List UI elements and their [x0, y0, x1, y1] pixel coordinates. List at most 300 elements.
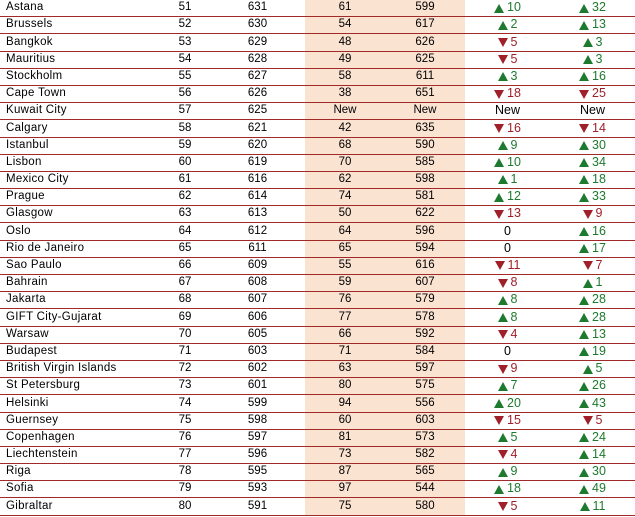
rating-change-value: 16: [592, 68, 606, 83]
current-rank: 51: [178, 1, 192, 14]
current-rating: 628: [247, 52, 268, 65]
rating-change-value: 3: [595, 51, 603, 66]
city-name: Budapest: [6, 344, 57, 357]
previous-rank: 54: [305, 17, 385, 33]
rank-change-value: 10: [507, 154, 521, 169]
rating-change: [550, 172, 635, 188]
rating-change-value: 9: [595, 206, 603, 221]
rating-change: [550, 498, 635, 514]
table-row: [0, 206, 635, 223]
current-rating: 595: [247, 465, 268, 478]
rank-change-value: 9: [510, 137, 518, 152]
city-name: Kuwait City: [6, 104, 67, 117]
rating-change-value: 19: [592, 343, 606, 358]
city-name: Copenhagen: [6, 430, 75, 443]
triangle-down-icon: [495, 261, 505, 270]
previous-rating: 578: [385, 309, 465, 325]
city-name: Oslo: [6, 224, 31, 237]
rank-change-value: 1: [510, 172, 518, 187]
current-rank: 52: [178, 18, 192, 31]
rating-change-value: 25: [592, 86, 606, 101]
current-rating: 614: [247, 190, 268, 203]
previous-rating: 611: [385, 69, 465, 85]
rank-change: [465, 481, 550, 497]
city-name: Calgary: [6, 121, 48, 134]
city-name: GIFT City-Gujarat: [6, 310, 102, 323]
rating-change-value: 26: [592, 378, 606, 393]
current-rank: 54: [178, 52, 192, 65]
rank-change-value: 10: [507, 0, 521, 15]
triangle-up-icon: [579, 244, 589, 253]
previous-rank: 97: [305, 481, 385, 497]
previous-rating: 626: [385, 34, 465, 50]
triangle-up-icon: [494, 485, 504, 494]
rating-change-value: 34: [592, 154, 606, 169]
rank-change: [465, 413, 550, 429]
table-row: [0, 138, 635, 155]
rating-change: [550, 155, 635, 171]
current-rank: 64: [178, 224, 192, 237]
rating-change-value: 11: [592, 498, 606, 513]
previous-rating: 616: [385, 258, 465, 274]
rank-change: [465, 189, 550, 205]
rank-change: [465, 0, 550, 16]
rank-change-value: 13: [507, 206, 521, 221]
triangle-down-icon: [498, 450, 508, 459]
previous-rank: 77: [305, 309, 385, 325]
triangle-down-icon: [583, 416, 593, 425]
triangle-down-icon: [579, 124, 589, 133]
table-row: [0, 34, 635, 51]
current-rating: 629: [247, 35, 268, 48]
current-rank: 59: [178, 138, 192, 151]
previous-rank: 64: [305, 223, 385, 239]
triangle-down-icon: [498, 55, 508, 64]
rank-change-value: 8: [510, 275, 518, 290]
triangle-up-icon: [494, 4, 504, 13]
triangle-up-icon: [579, 21, 589, 30]
previous-rating: 597: [385, 361, 465, 377]
current-rating: 603: [247, 344, 268, 357]
city-name: Warsaw: [6, 327, 49, 340]
triangle-up-icon: [498, 433, 508, 442]
current-rating: 591: [247, 499, 268, 512]
rating-change: [550, 206, 635, 222]
table-row: [0, 464, 635, 481]
rank-change-value: 11: [507, 258, 521, 273]
triangle-up-icon: [498, 382, 508, 391]
rating-change: [550, 481, 635, 497]
triangle-up-icon: [498, 313, 508, 322]
triangle-up-icon: [579, 468, 589, 477]
triangle-down-icon: [494, 124, 504, 133]
previous-rating: 607: [385, 275, 465, 291]
current-rank: 56: [178, 87, 192, 100]
rank-change-value: 4: [510, 326, 518, 341]
current-rating: 612: [247, 224, 268, 237]
rank-change: [465, 309, 550, 325]
previous-rank: 74: [305, 189, 385, 205]
current-rank: 71: [178, 344, 192, 357]
rating-change-value: 33: [592, 189, 606, 204]
rank-change-value: 9: [510, 464, 518, 479]
current-rating: 602: [247, 362, 268, 375]
table-row: [0, 69, 635, 86]
previous-rating: 584: [385, 344, 465, 360]
city-name: Mexico City: [6, 173, 69, 186]
city-name: Brussels: [6, 18, 53, 31]
rating-change: [550, 138, 635, 154]
previous-rating: 590: [385, 138, 465, 154]
rating-change-value: 32: [592, 0, 606, 15]
city-name: Prague: [6, 190, 45, 203]
table-row: [0, 292, 635, 309]
rank-change: [465, 430, 550, 446]
rank-change: [465, 52, 550, 68]
triangle-down-icon: [579, 90, 589, 99]
rank-change-value: 0: [504, 343, 511, 358]
table-row: [0, 327, 635, 344]
current-rating: 625: [247, 104, 268, 117]
rating-change-value: 28: [592, 309, 606, 324]
triangle-up-icon: [579, 296, 589, 305]
rank-change-value: 12: [507, 189, 521, 204]
rating-change-value: 18: [592, 172, 606, 187]
rank-change-value: 0: [504, 223, 511, 238]
previous-rank: 87: [305, 464, 385, 480]
rank-change-value: 8: [510, 309, 518, 324]
previous-rating: 592: [385, 327, 465, 343]
previous-rank: 50: [305, 206, 385, 222]
rating-change-value: 5: [595, 412, 603, 427]
rank-change-value: 20: [507, 395, 521, 410]
table-row: [0, 309, 635, 326]
triangle-up-icon: [498, 21, 508, 30]
rating-change-value: 24: [592, 429, 606, 444]
rating-change: [550, 52, 635, 68]
table-row: [0, 155, 635, 172]
previous-rank: 49: [305, 52, 385, 68]
current-rank: 65: [178, 241, 192, 254]
rating-change: [550, 223, 635, 239]
previous-rank: 59: [305, 275, 385, 291]
rank-change: [465, 292, 550, 308]
current-rating: 598: [247, 413, 268, 426]
current-rank: 66: [178, 259, 192, 272]
rating-change: [550, 103, 635, 119]
previous-rank: 65: [305, 241, 385, 257]
previous-rank: 80: [305, 378, 385, 394]
city-name: Jakarta: [6, 293, 46, 306]
rating-change-value: New: [579, 103, 605, 118]
rank-change: [465, 464, 550, 480]
table-row: [0, 189, 635, 206]
triangle-down-icon: [498, 365, 508, 374]
current-rank: 55: [178, 69, 192, 82]
previous-rating: 573: [385, 430, 465, 446]
triangle-up-icon: [494, 193, 504, 202]
triangle-down-icon: [498, 330, 508, 339]
triangle-up-icon: [579, 227, 589, 236]
table-row: [0, 378, 635, 395]
triangle-up-icon: [583, 365, 593, 374]
previous-rating: 580: [385, 498, 465, 514]
previous-rank: 38: [305, 86, 385, 102]
previous-rating: 603: [385, 413, 465, 429]
table-row: [0, 17, 635, 34]
previous-rating: New: [385, 103, 465, 119]
previous-rank: 60: [305, 413, 385, 429]
rating-change: [550, 344, 635, 360]
triangle-down-icon: [494, 416, 504, 425]
rating-change-value: 43: [592, 395, 606, 410]
current-rank: 61: [178, 173, 192, 186]
current-rating: 613: [247, 207, 268, 220]
rank-change-value: 5: [510, 498, 518, 513]
previous-rating: 596: [385, 223, 465, 239]
rank-change: [465, 275, 550, 291]
rating-change: [550, 86, 635, 102]
rank-change-value: 18: [507, 86, 521, 101]
current-rank: 77: [178, 448, 192, 461]
rating-change-value: 7: [595, 258, 603, 273]
current-rank: 74: [178, 396, 192, 409]
previous-rank: 68: [305, 138, 385, 154]
triangle-down-icon: [498, 38, 508, 47]
previous-rank: 58: [305, 69, 385, 85]
city-name: Istanbul: [6, 138, 49, 151]
previous-rating: 599: [385, 0, 465, 16]
rank-change: [465, 223, 550, 239]
table-row: [0, 275, 635, 292]
city-name: Riga: [6, 465, 31, 478]
previous-rank: 55: [305, 258, 385, 274]
current-rating: 611: [248, 241, 267, 254]
rating-change: [550, 327, 635, 343]
table-row: [0, 0, 635, 17]
previous-rank: 75: [305, 498, 385, 514]
current-rating: 593: [247, 482, 268, 495]
rating-change: [550, 430, 635, 446]
current-rating: 626: [247, 87, 268, 100]
rank-change: [465, 86, 550, 102]
rating-change: [550, 413, 635, 429]
rank-change: [465, 172, 550, 188]
table-row: [0, 241, 635, 258]
triangle-down-icon: [494, 90, 504, 99]
previous-rating: 622: [385, 206, 465, 222]
current-rating: 627: [247, 69, 268, 82]
table-row: [0, 395, 635, 412]
previous-rating: 582: [385, 447, 465, 463]
previous-rank: 73: [305, 447, 385, 463]
triangle-up-icon: [579, 158, 589, 167]
triangle-up-icon: [498, 468, 508, 477]
previous-rank: 70: [305, 155, 385, 171]
previous-rank: 63: [305, 361, 385, 377]
previous-rating: 598: [385, 172, 465, 188]
triangle-up-icon: [579, 330, 589, 339]
rank-change: [465, 241, 550, 257]
rating-change: [550, 120, 635, 136]
table-row: [0, 52, 635, 69]
previous-rating: 651: [385, 86, 465, 102]
triangle-down-icon: [583, 210, 593, 219]
rank-change-value: 9: [510, 361, 518, 376]
triangle-up-icon: [579, 175, 589, 184]
current-rank: 58: [178, 121, 192, 134]
rank-change-value: 5: [510, 51, 518, 66]
rating-change: [550, 241, 635, 257]
current-rating: 597: [247, 430, 268, 443]
rank-change: [465, 498, 550, 514]
previous-rank: 61: [305, 0, 385, 16]
current-rating: 596: [247, 448, 268, 461]
table-row: [0, 258, 635, 275]
rating-change: [550, 395, 635, 411]
triangle-up-icon: [579, 433, 589, 442]
table-row: [0, 86, 635, 103]
triangle-up-icon: [579, 141, 589, 150]
table-row: [0, 447, 635, 464]
triangle-up-icon: [580, 502, 590, 511]
current-rank: 63: [178, 207, 192, 220]
rank-change-value: 18: [507, 481, 521, 496]
triangle-up-icon: [583, 279, 593, 288]
rank-change-value: 5: [510, 429, 518, 444]
previous-rating: 565: [385, 464, 465, 480]
rank-change-value: 4: [510, 447, 518, 462]
triangle-up-icon: [583, 38, 593, 47]
triangle-up-icon: [579, 382, 589, 391]
current-rating: 620: [247, 138, 268, 151]
current-rank: 53: [178, 35, 192, 48]
table-row: [0, 120, 635, 137]
triangle-up-icon: [498, 72, 508, 81]
current-rating: 619: [247, 155, 268, 168]
rank-change: [465, 34, 550, 50]
rating-change-value: 1: [595, 275, 603, 290]
triangle-up-icon: [579, 72, 589, 81]
current-rank: 75: [178, 413, 192, 426]
previous-rating: 635: [385, 120, 465, 136]
previous-rank: 71: [305, 344, 385, 360]
current-rating: 609: [247, 259, 268, 272]
current-rating: 605: [247, 327, 268, 340]
triangle-down-icon: [494, 210, 504, 219]
previous-rank: 66: [305, 327, 385, 343]
triangle-up-icon: [579, 485, 589, 494]
table-row: [0, 481, 635, 498]
rating-change: [550, 258, 635, 274]
rank-change: [465, 344, 550, 360]
triangle-up-icon: [579, 313, 589, 322]
current-rating: 599: [247, 396, 268, 409]
city-name: Gibraltar: [6, 499, 53, 512]
table-row: [0, 103, 635, 120]
triangle-up-icon: [583, 55, 593, 64]
rank-change-value: 8: [510, 292, 518, 307]
rank-change: [465, 17, 550, 33]
rank-change-value: 2: [510, 17, 518, 32]
table-row: [0, 172, 635, 189]
current-rating: 601: [247, 379, 268, 392]
rating-change-value: 13: [592, 17, 606, 32]
rank-change-value: 3: [510, 68, 518, 83]
current-rank: 78: [178, 465, 192, 478]
triangle-up-icon: [579, 4, 589, 13]
triangle-up-icon: [579, 450, 589, 459]
triangle-up-icon: [494, 158, 504, 167]
city-name: Cape Town: [6, 87, 67, 100]
rating-change: [550, 34, 635, 50]
rating-change-value: 28: [592, 292, 606, 307]
previous-rating: 617: [385, 17, 465, 33]
current-rank: 62: [178, 190, 192, 203]
previous-rating: 625: [385, 52, 465, 68]
rank-change: [465, 103, 550, 119]
current-rank: 67: [178, 276, 192, 289]
previous-rating: 579: [385, 292, 465, 308]
rating-change-value: 16: [592, 223, 606, 238]
rank-change: [465, 258, 550, 274]
rating-change-value: 13: [592, 326, 606, 341]
rank-change: [465, 138, 550, 154]
rating-change: [550, 69, 635, 85]
previous-rank: 48: [305, 34, 385, 50]
rating-change: [550, 464, 635, 480]
triangle-down-icon: [498, 279, 508, 288]
table-row: [0, 223, 635, 240]
current-rank: 69: [178, 310, 192, 323]
city-name: Guernsey: [6, 413, 59, 426]
current-rating: 607: [247, 293, 268, 306]
rating-change: [550, 378, 635, 394]
rank-change: [465, 69, 550, 85]
table-row: [0, 430, 635, 447]
current-rank: 73: [178, 379, 192, 392]
rank-change-value: 16: [507, 120, 521, 135]
triangle-down-icon: [498, 502, 508, 511]
rank-change-value: 7: [510, 378, 518, 393]
previous-rank: 81: [305, 430, 385, 446]
rating-change: [550, 17, 635, 33]
previous-rank: 76: [305, 292, 385, 308]
rank-change: [465, 155, 550, 171]
rating-change-value: 49: [592, 481, 606, 496]
rating-change-value: 5: [595, 361, 603, 376]
city-name: Lisbon: [6, 155, 42, 168]
rating-change: [550, 0, 635, 16]
current-rank: 79: [178, 482, 192, 495]
table-row: [0, 498, 635, 515]
city-name: British Virgin Islands: [6, 362, 117, 375]
table-row: [0, 413, 635, 430]
rank-change: [465, 206, 550, 222]
rank-change: [465, 395, 550, 411]
current-rating: 630: [247, 18, 268, 31]
triangle-up-icon: [498, 175, 508, 184]
previous-rating: 594: [385, 241, 465, 257]
table-row: [0, 344, 635, 361]
current-rank: 76: [178, 430, 192, 443]
rating-change: [550, 275, 635, 291]
rating-change: [550, 361, 635, 377]
city-name: Bangkok: [6, 35, 53, 48]
previous-rank: New: [305, 103, 385, 119]
triangle-up-icon: [494, 399, 504, 408]
rating-change-value: 30: [592, 464, 606, 479]
